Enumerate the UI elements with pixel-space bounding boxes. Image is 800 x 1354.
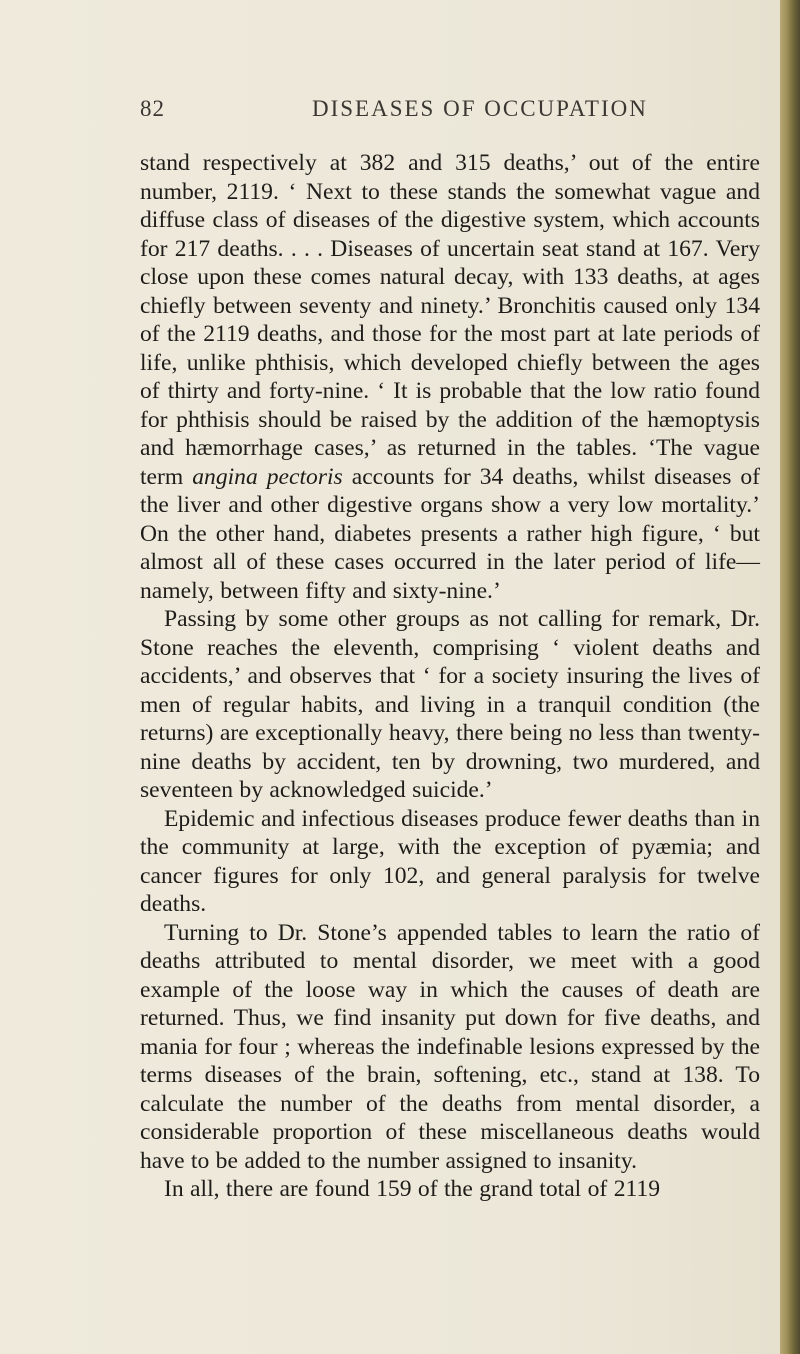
running-head: DISEASES OF OCCUPATION (312, 96, 648, 121)
book-edge (780, 0, 800, 1354)
paragraph-1-text-b: accounts for 34 deaths, whilst diseases of the liver and other digestive organs show a very low mortality.’ On the other hand, diabetes presents a rather high figure, ‘ but almost all of these cases occurred in the later period of life—namely, between fifty and sixty-nine.’ (140, 463, 761, 604)
paragraph-2: Passing by some other groups as not calling for remark, Dr. Stone reaches the eleventh, comprising ‘ violent deaths and accidents,’ and observes that ‘ for a society insuring the lives of men of regular habits, and living in a tranquil condition (the returns) are exceptionally heavy, there being no less than twenty-nine deaths by accident, ten by drowning, two murdered, and seventeen by acknowledged suicide.’ (140, 606, 760, 803)
paragraph-1-italic-term: angina pectoris (192, 463, 343, 490)
paragraph-4: Turning to Dr. Stone’s appended tables to learn the ratio of deaths attributed to mental disorder, we meet with a good example of the loose way in which the causes of death are returned. Thus, we find insanity put down for five deaths, and mania for four ; whereas the indefinable lesions expressed by the terms diseases of the brain, softening, etc., stand at 138. To calculate the number of the deaths from mental disorder, a considerable proportion of these miscellaneous deaths would have to be added to the number assigned to insanity. (140, 919, 760, 1174)
paragraph-3: Epidemic and infectious diseases produce fewer deaths than in the community at large, with the exception of pyæmia; and cancer figures for only 102, and general paralysis for twelve deaths. (140, 805, 760, 917)
paragraph-1 (140, 149, 760, 605)
paragraph-1-text-a: stand respectively at 382 and 315 deaths,’ out of the entire number, 2119. ‘ Next to these stands the somewhat vague and diffuse class of diseases of the digestive system, which accounts for 217 deaths. . . . Diseases of uncertain seat stand at 167. Very close upon these comes natural decay, with 133 deaths, at ages chiefly between seventy and ninety.’ Bronchitis caused only 134 of the 2119 deaths, and those for the most part at late periods of life, unlike phthisis, which developed chiefly between the ages of thirty and forty-nine. ‘ It is probable that the low ratio found for phthisis should be raised by the addition of the hæmoptysis and hæmorrhage cases,’ as returned in the tables. ‘The vague term (140, 150, 760, 490)
page-number: 82 (140, 96, 165, 121)
paragraph-5: In all, there are found 159 of the grand total of 2119 (164, 1176, 661, 1202)
body-text (140, 149, 760, 1204)
page-header (140, 96, 760, 126)
